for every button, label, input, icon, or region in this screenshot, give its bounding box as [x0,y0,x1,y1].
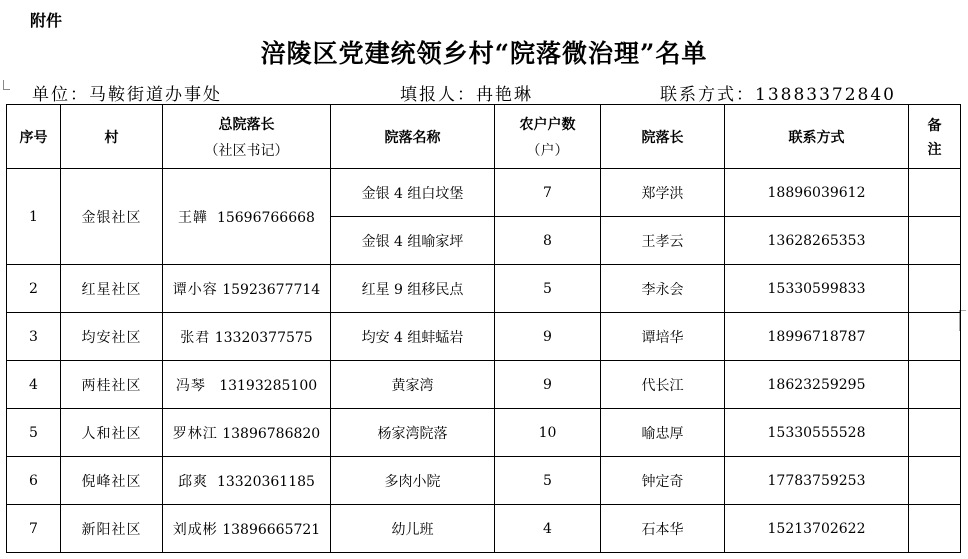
table-row [7,361,961,409]
cell-remark [909,169,961,217]
header-village: 村 [61,105,163,169]
cell-phone: 18623259295 [725,361,909,409]
general-leader-phone: 15696766668 [216,209,315,226]
document-title: 涪陵区党建统领乡村“院落微治理”名单 [260,39,708,68]
cell-remark [909,505,961,553]
cell-village: 新阳社区 [61,505,163,553]
cell-courtyard: 金银 4 组喻家坪 [331,217,495,265]
cell-seq: 1 [7,169,61,265]
header-households-line2: （户） [526,142,569,159]
cell-leader: 郑学洪 [601,169,725,217]
cell-general-leader [163,457,331,505]
cell-courtyard: 红星 9 组移民点 [331,265,495,313]
cell-village: 倪峰社区 [61,457,163,505]
header-general-line1: 总院落长 [218,116,275,133]
header-general-line2: （社区书记） [204,142,289,159]
general-leader-phone: 13320377575 [214,329,313,346]
cell-phone: 15330599833 [725,265,909,313]
table-header-row [7,105,961,169]
cell-remark [909,361,961,409]
table-row [7,169,961,217]
cell-phone: 15330555528 [725,409,909,457]
cell-courtyard: 杨家湾院落 [331,409,495,457]
cell-courtyard: 均安 4 组蚌蜢岩 [331,313,495,361]
cell-leader: 石本华 [601,505,725,553]
cell-courtyard: 金银 4 组白坟堡 [331,169,495,217]
general-leader-name: 刘成彬 [172,521,218,538]
general-leader-phone: 13320361185 [216,473,315,490]
cell-leader: 王孝云 [601,217,725,265]
cell-households: 7 [495,169,601,217]
cell-households: 9 [495,361,601,409]
general-leader-phone: 13896665721 [222,521,321,538]
reporter-info: 填报人：冉艳琳 [400,85,533,105]
cell-general-leader [163,361,331,409]
cell-households: 5 [495,265,601,313]
general-leader-name: 冯琴 [175,377,206,394]
header-phone: 联系方式 [725,105,909,169]
cell-phone: 15213702622 [725,505,909,553]
attachment-label: 附件 [30,11,63,30]
cell-seq: 3 [7,313,61,361]
cell-phone: 18996718787 [725,313,909,361]
general-leader-name: 张君 [180,329,211,346]
cell-village: 人和社区 [61,409,163,457]
cell-households: 9 [495,313,601,361]
general-leader-name: 王韡 [178,209,209,226]
table-row [7,313,961,361]
cell-general-leader [163,265,331,313]
unit-info: 单位：马鞍街道办事处 [32,85,222,105]
cell-courtyard: 多肉小院 [331,457,495,505]
cell-households: 5 [495,457,601,505]
header-general-leader [163,105,331,169]
cell-seq: 5 [7,409,61,457]
cell-seq: 4 [7,361,61,409]
table-row [7,265,961,313]
cell-phone: 18896039612 [725,169,909,217]
cell-remark [909,217,961,265]
cell-remark [909,409,961,457]
cell-remark [909,457,961,505]
header-remark-line1: 备 [927,117,942,134]
cell-general-leader [163,409,331,457]
cell-seq: 6 [7,457,61,505]
table-row [7,409,961,457]
cell-phone: 13628265353 [725,217,909,265]
general-leader-name: 邱爽 [178,473,209,490]
cell-seq: 7 [7,505,61,553]
header-households-line1: 农户户数 [519,116,576,133]
header-remark [909,105,961,169]
cell-phone: 17783759253 [725,457,909,505]
general-leader-name: 谭小容 [172,281,218,298]
table-row [7,457,961,505]
cell-courtyard: 黄家湾 [331,361,495,409]
header-households [495,105,601,169]
cell-leader: 喻忠厚 [601,409,725,457]
header-courtyard: 院落名称 [331,105,495,169]
cell-leader: 李永会 [601,265,725,313]
cell-remark [909,265,961,313]
cell-seq: 2 [7,265,61,313]
cell-village: 金银社区 [61,169,163,265]
cell-village: 均安社区 [61,313,163,361]
cell-remark [909,313,961,361]
cell-general-leader [163,313,331,361]
cell-leader: 代长江 [601,361,725,409]
cell-village: 两桂社区 [61,361,163,409]
cell-leader: 谭培华 [601,313,725,361]
header-seq: 序号 [7,105,61,169]
cell-courtyard: 幼儿班 [331,505,495,553]
contact-info: 联系方式：13883372840 [660,85,896,105]
general-leader-phone: 13193285100 [219,377,318,394]
cell-general-leader [163,169,331,265]
cell-households: 4 [495,505,601,553]
table-row [7,505,961,553]
cell-leader: 钟定奇 [601,457,725,505]
cell-households: 8 [495,217,601,265]
roster-table [6,104,961,553]
cell-general-leader [163,505,331,553]
cell-households: 10 [495,409,601,457]
general-leader-name: 罗林江 [172,425,218,442]
header-leader: 院落长 [601,105,725,169]
header-remark-line2: 注 [927,141,942,158]
general-leader-phone: 15923677714 [222,281,321,298]
corner-mark [3,80,10,90]
general-leader-phone: 13896786820 [222,425,321,442]
cell-village: 红星社区 [61,265,163,313]
